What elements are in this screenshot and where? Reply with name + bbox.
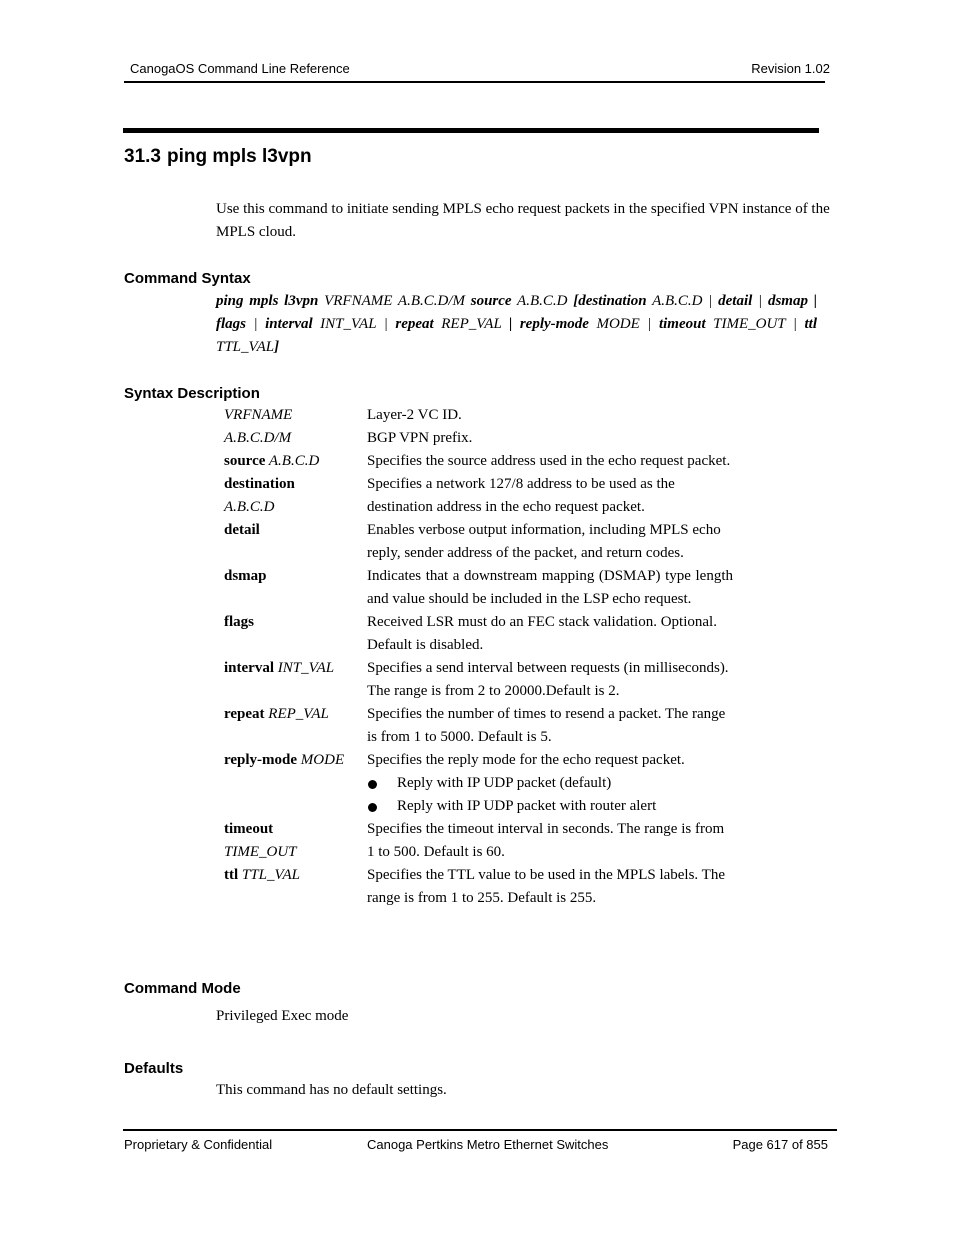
param-description: Specifies the number of times to resend a packet. The range is from 1 to 5000. Default is 5. <box>367 706 726 745</box>
list-item <box>367 772 733 795</box>
table-row <box>224 864 733 910</box>
header-revision: Revision 1.02 <box>751 61 830 76</box>
intro-paragraph: Use this command to initiate sending MPLS echo request packets in the specified VPN instance of the MPLS cloud. <box>216 201 830 240</box>
param-keyword: reply-mode <box>224 752 298 768</box>
command-syntax-heading: Command Syntax <box>124 270 251 287</box>
syntax-part: INT_VAL | <box>312 316 396 332</box>
table-row <box>224 450 733 473</box>
syntax-part: A.B.C.D <box>511 293 574 309</box>
syntax-part: repeat <box>395 316 434 332</box>
param-description: Specifies a network 127/8 address to be used as the destination address in the echo request packet. <box>367 476 675 515</box>
param-arg: TTL_VAL <box>238 867 301 883</box>
syntax-part: VRFNAME A.B.C.D/M <box>318 293 471 309</box>
bullet-icon <box>368 803 377 812</box>
param-description: Specifies the timeout interval in seconds. The range is from 1 to 500. Default is 60. <box>367 821 725 860</box>
syntax-part: [destination <box>573 293 647 309</box>
param-description: Specifies the reply mode for the echo request packet. <box>367 752 685 768</box>
param-cell <box>224 818 367 864</box>
syntax-part: ping mpls l3vpn <box>216 293 319 309</box>
param-arg: A.B.C.D <box>265 453 320 469</box>
syntax-part: REP_VAL <box>433 316 510 332</box>
list-item <box>367 795 733 818</box>
param-description: Received LSR must do an FEC stack validation. Optional. Default is disabled. <box>367 614 717 653</box>
header-doc-title: CanogaOS Command Line Reference <box>130 61 350 76</box>
param-cell <box>224 404 367 427</box>
bullet-icon <box>368 780 377 789</box>
table-row <box>224 565 733 611</box>
command-mode-text: Privileged Exec mode <box>216 1008 349 1024</box>
syntax-part: ttl <box>804 316 817 332</box>
footer-left: Proprietary & Confidential <box>124 1137 273 1152</box>
param-arg: MODE <box>297 752 345 768</box>
param-description: Specifies a send interval between requests (in milliseconds). The range is from 2 to 20000.Default is 2. <box>367 660 729 699</box>
param-description: Indicates that a downstream mapping (DSMAP) type length and value should be included in the LSP echo request. <box>367 568 733 607</box>
param-keyword: ttl <box>224 867 239 883</box>
command-syntax-text <box>216 290 817 359</box>
command-mode-heading: Command Mode <box>124 980 241 997</box>
syntax-part: interval <box>265 316 313 332</box>
syntax-part: A.B.C.D | <box>646 293 719 309</box>
param-keyword: destination <box>224 476 295 492</box>
syntax-part: | <box>752 293 768 309</box>
table-row <box>224 749 733 818</box>
param-arg: A.B.C.D/M <box>224 430 292 446</box>
bullet-text: Reply with IP UDP packet (default) <box>397 775 612 791</box>
footer-center: Canoga Pertkins Metro Ethernet Switches <box>367 1137 609 1152</box>
param-arg: A.B.C.D <box>224 499 275 515</box>
defaults-heading: Defaults <box>124 1060 184 1077</box>
param-keyword: dsmap <box>224 568 267 584</box>
param-cell <box>224 657 367 703</box>
param-cell <box>224 611 367 657</box>
syntax-description-table <box>224 404 733 910</box>
param-keyword: source <box>224 453 266 469</box>
syntax-part: ] <box>274 339 280 355</box>
table-row <box>224 703 733 749</box>
table-row <box>224 473 733 519</box>
param-cell <box>224 427 367 450</box>
syntax-part: timeout <box>658 316 706 332</box>
syntax-part: source <box>470 293 512 309</box>
table-row <box>224 519 733 565</box>
defaults-text: This command has no default settings. <box>216 1082 447 1098</box>
syntax-part: detail <box>718 293 753 309</box>
section-heading <box>124 146 312 168</box>
syntax-part: TIME_OUT | <box>705 316 805 332</box>
syntax-part: | reply-mode <box>509 316 589 332</box>
param-cell <box>224 473 367 519</box>
param-description: Specifies the source address used in the echo request packet. <box>367 453 731 469</box>
param-arg: VRFNAME <box>224 407 293 423</box>
param-cell <box>224 749 367 818</box>
param-cell <box>224 450 367 473</box>
syntax-part: MODE | <box>588 316 659 332</box>
param-description: Specifies the TTL value to be used in the MPLS labels. The range is from 1 to 255. Default is 255. <box>367 867 725 906</box>
table-row <box>224 404 733 427</box>
param-cell <box>224 864 367 910</box>
param-arg: REP_VAL <box>264 706 329 722</box>
param-cell <box>224 565 367 611</box>
param-keyword: detail <box>224 522 260 538</box>
param-cell <box>224 519 367 565</box>
param-keyword: interval <box>224 660 274 676</box>
syntax-part: dsmap | <box>767 293 817 309</box>
table-row <box>224 611 733 657</box>
param-cell <box>224 703 367 749</box>
table-row <box>224 427 733 450</box>
syntax-part: flags <box>216 316 246 332</box>
param-arg: INT_VAL <box>274 660 335 676</box>
param-description: Enables verbose output information, including MPLS echo reply, sender address of the packet, and return codes. <box>367 522 721 561</box>
param-arg: TIME_OUT <box>224 844 297 860</box>
param-keyword: flags <box>224 614 254 630</box>
syntax-description-heading: Syntax Description <box>124 385 260 402</box>
table-row <box>224 657 733 703</box>
syntax-part: TTL_VAL <box>216 339 275 355</box>
header-divider <box>124 81 825 83</box>
param-description: Layer-2 VC ID. <box>367 407 462 423</box>
table-row <box>224 818 733 864</box>
param-keyword: timeout <box>224 821 274 837</box>
footer-divider <box>123 1129 837 1131</box>
section-number: 31.3 <box>124 146 161 167</box>
param-keyword: repeat <box>224 706 265 722</box>
bullet-text: Reply with IP UDP packet with router alert <box>397 798 657 814</box>
section-title: ping mpls l3vpn <box>167 146 312 167</box>
param-description-cell <box>367 749 733 818</box>
section-rule <box>123 128 819 133</box>
footer-page-number: Page 617 of 855 <box>732 1137 828 1152</box>
syntax-part: | <box>246 316 266 332</box>
param-description: BGP VPN prefix. <box>367 430 473 446</box>
